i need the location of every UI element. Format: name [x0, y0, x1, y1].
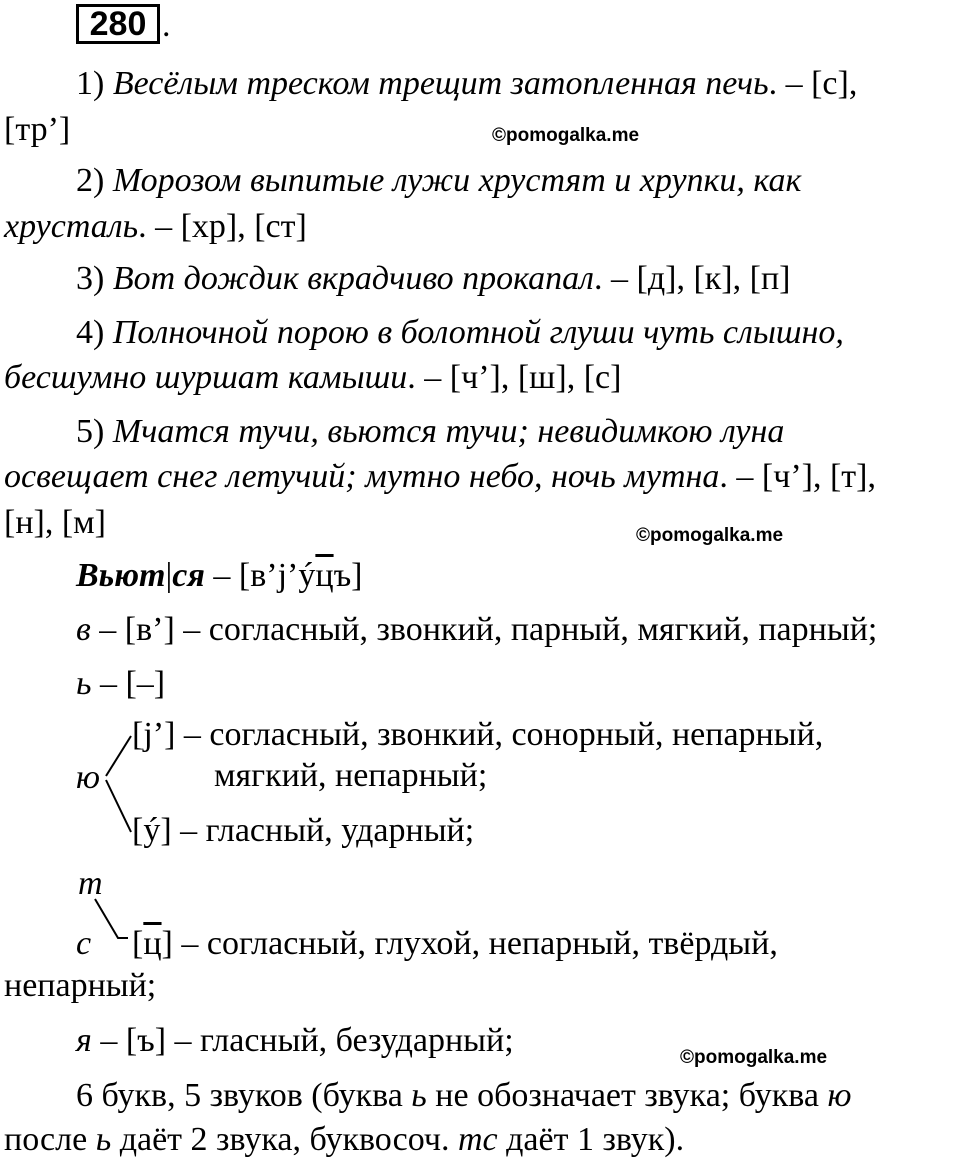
ts-merge-line — [95, 899, 128, 938]
analysis-soft-desc: – [–] — [91, 665, 166, 702]
sentence-1-text: Весёлым треском трещит затопленная печь — [112, 65, 769, 102]
sentence-4-text: Полночной порою в болотной глуши чуть слышно, — [112, 314, 844, 351]
summary-part-3: после — [4, 1121, 96, 1158]
sentence-3-text: Вот дождик вкрадчиво прокапал — [112, 260, 595, 297]
task-number-dot: . — [162, 7, 171, 44]
summary-part-1: 6 букв, 5 звуков (буква — [76, 1077, 412, 1114]
yu-branch-upper-line — [106, 736, 131, 776]
analysis-j-sound-cont: мягкий, непарный; — [214, 757, 488, 794]
sentence-5-sounds: . – [ч’], [т], — [719, 458, 876, 495]
summary-yu: ю — [827, 1077, 852, 1114]
analysis-s-letter: с — [76, 925, 92, 962]
summary-part-2: не обозначает звука; буква — [426, 1077, 828, 1114]
analysis-word-bar: | — [165, 557, 173, 594]
sentence-3-sounds: . – [д], [к], [п] — [594, 260, 791, 297]
analysis-ts-desc: ] – согласный, глухой, непарный, твёрдый, — [161, 925, 778, 962]
summary-part-4: даёт 2 звука, буквосоч. — [111, 1121, 458, 1158]
analysis-word-suffix: ся — [172, 557, 205, 594]
summary-soft-sign-1: ь — [411, 1077, 427, 1114]
sentence-4-sounds: . – [ч’], [ш], [с] — [407, 359, 622, 396]
analysis-transcription-affricate: ц — [315, 557, 334, 594]
analysis-word-root: Вьют — [76, 557, 166, 594]
sentence-2-text-cont: хрусталь — [4, 208, 139, 245]
analysis-t-letter: т — [78, 865, 103, 902]
analysis-ts-open: [ — [132, 925, 144, 962]
sentence-3-number: 3) — [76, 260, 105, 297]
sentence-2-sounds: . – [хр], [ст] — [138, 208, 307, 245]
sentence-2-text: Морозом выпитые лужи хрустят и хрупки, как — [112, 162, 802, 199]
summary-soft-sign-2: ь — [95, 1121, 112, 1158]
sentence-4-number: 4) — [76, 314, 105, 351]
task-number: 280 — [89, 5, 147, 43]
watermark: ©pomogalka.me — [636, 525, 784, 546]
analysis-ts-desc-cont: непарный; — [4, 967, 157, 1004]
analysis-ts-sound: ц — [143, 925, 162, 962]
analysis-transcription: – [в’j’ý — [204, 557, 316, 594]
summary-ts: тс — [457, 1121, 498, 1158]
sentence-5-text-cont: освещает снег летучий; мутно небо, ночь мутна — [4, 458, 720, 495]
summary-part-5: даёт 1 звук). — [497, 1121, 685, 1158]
watermark: ©pomogalka.me — [492, 125, 640, 146]
watermark: ©pomogalka.me — [680, 1047, 828, 1068]
analysis-yu-letter: ю — [76, 759, 100, 796]
sentence-1-sounds: . – [с], — [768, 65, 858, 102]
sentence-5-text: Мчатся тучи, вьются тучи; невидимкою луна — [112, 413, 785, 450]
sentence-2-number: 2) — [76, 162, 105, 199]
analysis-soft-letter: ь — [76, 665, 92, 702]
analysis-v-desc: – [в’] – согласный, звонкий, парный, мягкий, парный; — [90, 611, 878, 648]
analysis-ya-letter: я — [76, 1022, 92, 1059]
sentence-5-sounds-cont: [н], [м] — [4, 504, 106, 541]
yu-branch-lower-line — [106, 780, 131, 832]
sentence-4-text-cont: бесшумно шуршат камыши — [4, 359, 408, 396]
sentence-5-number: 5) — [76, 413, 105, 450]
analysis-ya-desc: – [ъ] – гласный, безударный; — [91, 1022, 514, 1059]
analysis-transcription-end: ъ] — [333, 557, 363, 594]
sentence-1-number: 1) — [76, 65, 105, 102]
analysis-j-sound: [j’] – согласный, звонкий, сонорный, непарный, — [132, 716, 824, 753]
analysis-u-sound: [ý] – гласный, ударный; — [132, 812, 475, 849]
analysis-v-letter: в — [76, 611, 91, 648]
sentence-1-sounds-cont: [тр’] — [4, 111, 71, 148]
